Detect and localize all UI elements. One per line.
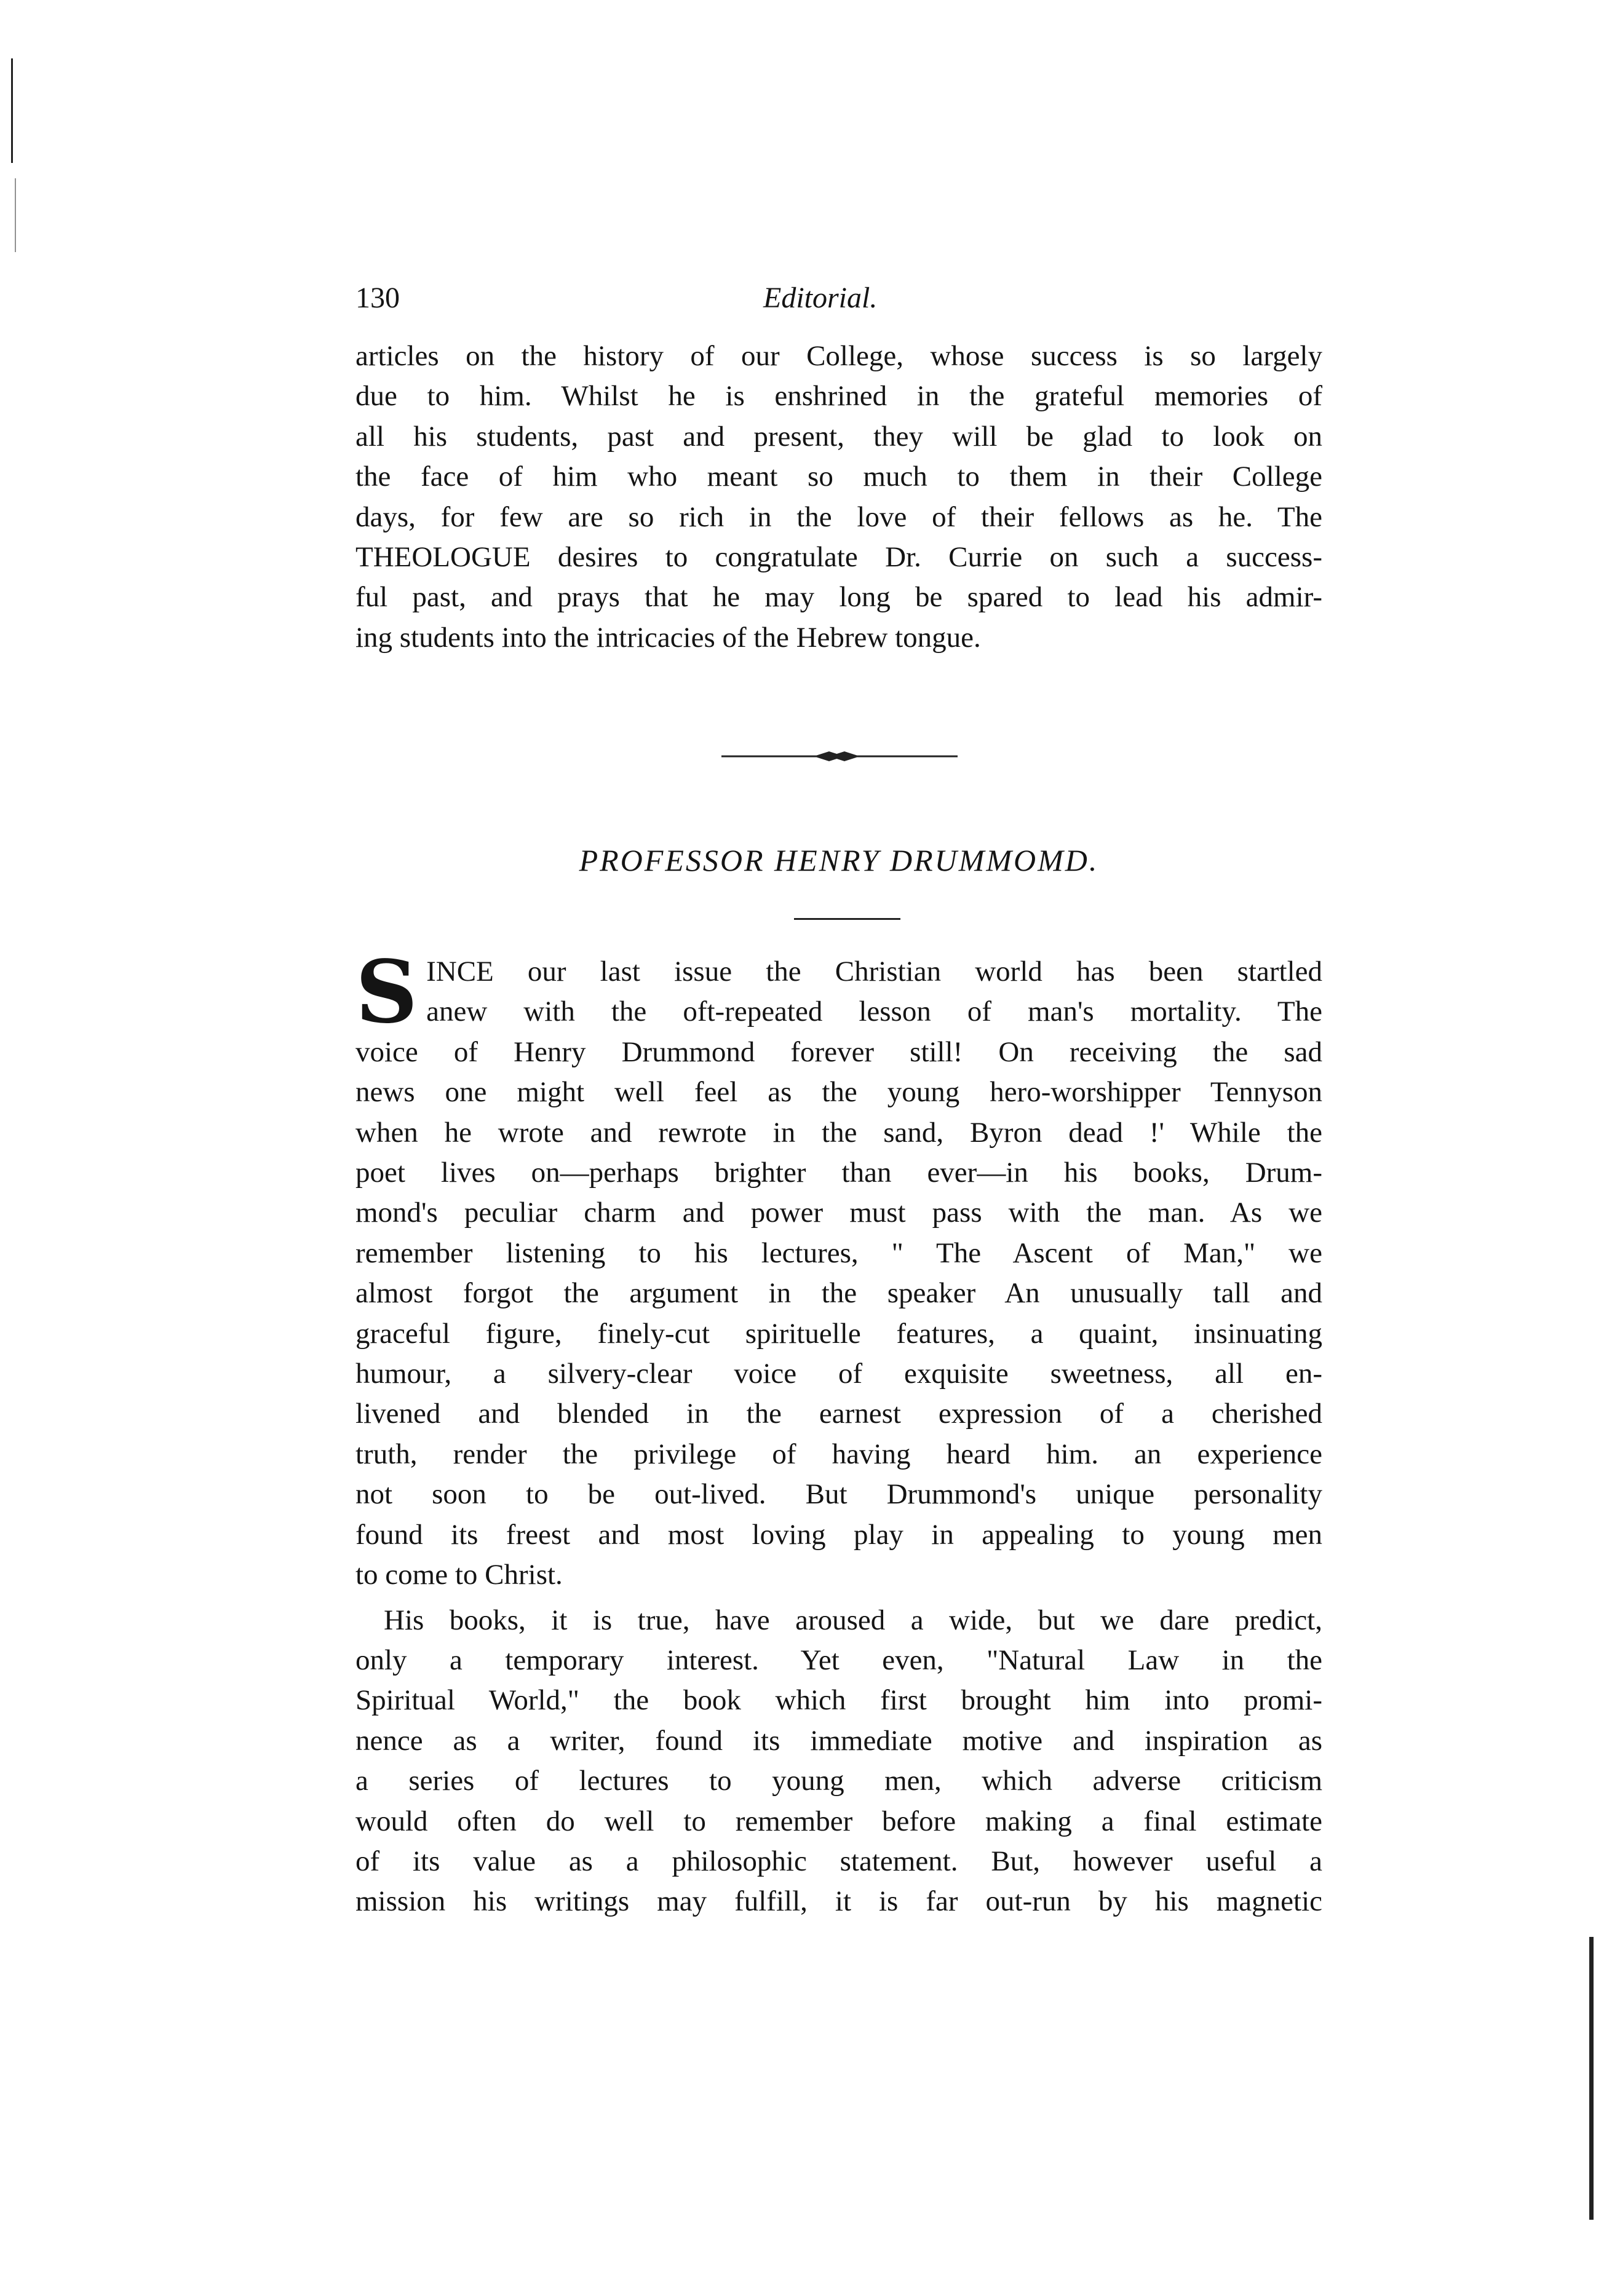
text-line: news one might well feel as the young hero-worshipper Tennyson: [355, 1076, 1322, 1109]
text-line: Spiritual World," the book which first brought him into promi-: [355, 1684, 1322, 1717]
text-line: when he wrote and rewrote in the sand, Byron dead !' While the: [355, 1116, 1322, 1149]
text-line: His books, it is true, have aroused a wide, but we dare predict,: [384, 1604, 1322, 1636]
article-body: [355, 942, 1322, 1922]
text-line: would often do well to remember before making a final estimate: [355, 1805, 1322, 1837]
text-line: ing students into the intricacies of the Hebrew tongue.: [355, 621, 981, 654]
text-line: not soon to be out-lived. But Drummond's unique personality: [355, 1478, 1322, 1511]
text-line: to come to Christ.: [355, 1559, 563, 1591]
text-line: mission his writings may fulfill, it is far out-run by his magnetic: [355, 1885, 1322, 1918]
text-line: THEOLOGUE desires to congratulate Dr. Currie on such a success-: [355, 541, 1322, 574]
running-head: [355, 274, 1322, 323]
scan-margin-mark: [11, 58, 13, 163]
text-line: INCE our last issue the Christian world has been startled: [426, 956, 1322, 988]
ornamental-divider: [721, 750, 958, 763]
text-line: remember listening to his lectures, " The Ascent of Man," we: [355, 1237, 1322, 1269]
text-line: livened and blended in the earnest expression of a cherished: [355, 1398, 1322, 1430]
text-line: graceful figure, finely-cut spirituelle features, a quaint, insinuating: [355, 1317, 1322, 1350]
text-line: days, for few are so rich in the love of their fellows as he. The: [355, 501, 1322, 533]
text-line: all his students, past and present, they will be glad to look on: [355, 420, 1322, 453]
article-title: PROFESSOR HENRY DRUMMOMD.: [579, 843, 1099, 877]
scan-margin-mark: [1589, 1937, 1594, 2220]
text-line: of its value as a philosophic statement. But, however useful a: [355, 1845, 1322, 1877]
drop-cap: S: [355, 942, 418, 1043]
scan-margin-mark: [15, 178, 16, 252]
text-line: due to him. Whilst he is enshrined in the grateful memories of: [355, 380, 1322, 413]
text-line: only a temporary interest. Yet even, "Natural Law in the: [355, 1644, 1322, 1676]
article-paragraph: [355, 942, 1322, 1596]
text-line: almost forgot the argument in the speaker An unusually tall and: [355, 1277, 1322, 1310]
editorial-paragraph: [355, 336, 1322, 658]
text-line: nence as a writer, found its immediate motive and inspiration as: [355, 1724, 1322, 1757]
title-rule: [794, 918, 900, 920]
page-content: [355, 274, 1322, 658]
article-paragraph: [355, 1601, 1322, 1922]
text-line: a series of lectures to young men, which adverse criticism: [355, 1765, 1322, 1797]
text-line: found its freest and most loving play in appealing to young men: [355, 1518, 1322, 1551]
text-line: humour, a silvery-clear voice of exquisite sweetness, all en-: [355, 1358, 1322, 1390]
text-line: truth, render the privilege of having heard him. an experience: [355, 1438, 1322, 1470]
text-line: ful past, and prays that he may long be spared to lead his admir-: [355, 581, 1322, 614]
text-line: poet lives on—perhaps brighter than ever—in his books, Drum-: [355, 1157, 1322, 1189]
text-line: articles on the history of our College, whose success is so largely: [355, 340, 1322, 372]
text-line: anew with the oft-repeated lesson of man's mortality. The: [426, 996, 1322, 1028]
text-line: mond's peculiar charm and power must pass with the man. As we: [355, 1197, 1322, 1229]
text-line: voice of Henry Drummond forever still! On receiving the sad: [355, 1035, 1322, 1068]
page-number: 130: [355, 282, 400, 314]
text-line: the face of him who meant so much to them in their College: [355, 461, 1322, 493]
section-title: Editorial.: [763, 282, 878, 314]
